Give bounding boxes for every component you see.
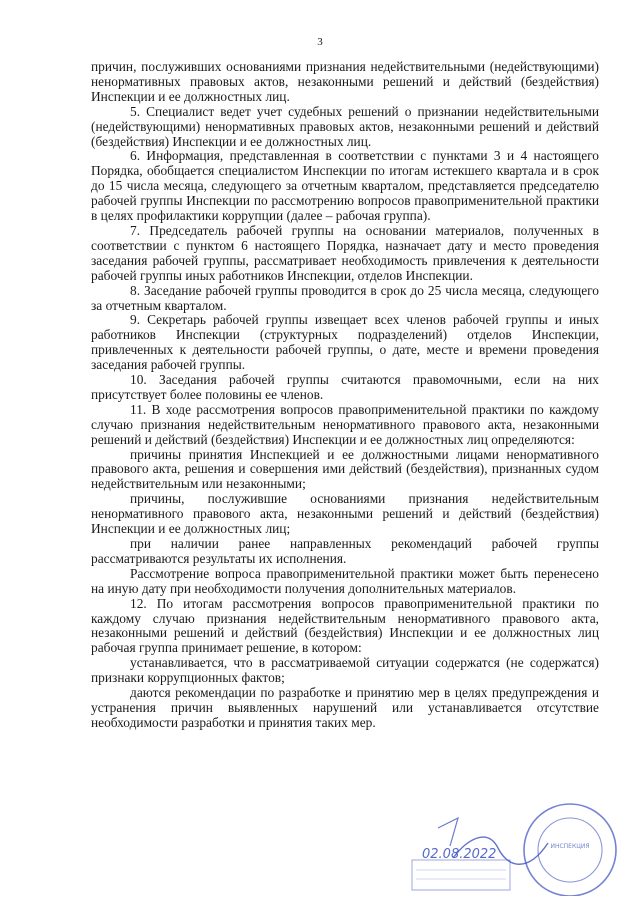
paragraph-6: 6. Информация, представленная в соответствии с пунктами 3 и 4 настоящего Порядка, обобщается специалистом Инспекции по итогам истекшего квартала и в срок до 15 числа месяца, следующего за отчетным кварталом, представляется председателю рабочей группы Инспекции по рассмотрению вопросов правоприменительной практики в целях профилактики коррупции (далее – рабочая группа). bbox=[91, 148, 599, 224]
paragraph-8: 8. Заседание рабочей группы проводится в срок до 25 числа месяца, следующего за отчетным кварталом. bbox=[91, 282, 599, 313]
paragraph-12: 12. По итогам рассмотрения вопросов правоприменительной практики по каждому случаю признания недействительным ненормативного правового акта, незаконными решений и действий (бездействия) Инспекции и ее должностных лиц рабочая группа принимает решение, в котором: bbox=[91, 595, 599, 656]
official-stamp bbox=[398, 788, 623, 896]
stamp-box bbox=[412, 860, 510, 890]
document-body bbox=[91, 60, 599, 731]
signature-tail bbox=[438, 818, 458, 846]
paragraph-7: 7. Председатель рабочей группы на основании материалов, полученных в соответствии с пунктом 6 настоящего Порядка, назначает дату и место проведения заседания рабочей группы, рассматривает необходимость привлечения к деятельности рабочей группы иных работников Инспекции, отделов Инспекции. bbox=[91, 222, 599, 283]
paragraph-10: 10. Заседания рабочей группы считаются правомочными, если на них присутствует более половины ее членов. bbox=[91, 372, 599, 402]
paragraph-12-item-1: устанавливается, что в рассматриваемой ситуации содержатся (не содержатся) признаки коррупционных фактов; bbox=[91, 655, 599, 686]
seal-inner-ring bbox=[538, 818, 602, 882]
paragraph-12-item-2: даются рекомендации по разработке и принятию мер в целях предупреждения и устранения причин выявленных нарушений или устанавливается отсутствие необходимости разработки и принятия таких мер. bbox=[91, 685, 599, 730]
paragraph-5: 5. Специалист ведет учет судебных решений о признании недействительными (недействующими) ненормативных правовых актов, незаконными решений и действий (бездействия) Инспекции и ее должностных лиц. bbox=[91, 103, 599, 149]
paragraph-continuation: причин, послуживших основаниями признания недействительными (недействующими) ненормативных правовых актов, незаконными решений и действий (бездействия) Инспекции и ее должностных лиц. bbox=[91, 59, 599, 104]
paragraph-11: 11. В ходе рассмотрения вопросов правоприменительной практики по каждому случаю признания недействительным ненормативного правового акта, незаконными решений и действий (бездействия) Инспекции и ее должностных лиц определяются: bbox=[91, 401, 599, 447]
paragraph-11-note: Рассмотрение вопроса правоприменительной практики может быть перенесено на иную дату при необходимости получения дополнительных материалов. bbox=[91, 565, 599, 596]
paragraph-11-item-2: причины, послужившие основаниями признания недействительным ненормативного правового акта, незаконными решений и действий (бездействия) Инспекции и ее должностных лиц; bbox=[91, 491, 599, 537]
page-number: 3 bbox=[317, 36, 323, 48]
seal-text: ИНСПЕКЦИЯ bbox=[550, 843, 590, 850]
paragraph-9: 9. Секретарь рабочей группы извещает всех членов рабочей группы и иных работников Инспекции (структурных подразделений) отделов Инспекции, привлеченных к деятельности рабочей группы, о дате, месте и времени проведения заседания рабочей группы. bbox=[91, 312, 599, 373]
paragraph-11-item-3: при наличии ранее направленных рекомендаций рабочей группы рассматриваются результаты их исполнения. bbox=[91, 536, 599, 566]
paragraph-11-item-1: причины принятия Инспекцией и ее должностными лицами ненормативного правового акта, решения и совершения ими действий (бездействия), признанных судом недействительным или незаконными; bbox=[91, 446, 599, 492]
seal-date: 02.08.2022 bbox=[422, 847, 497, 862]
